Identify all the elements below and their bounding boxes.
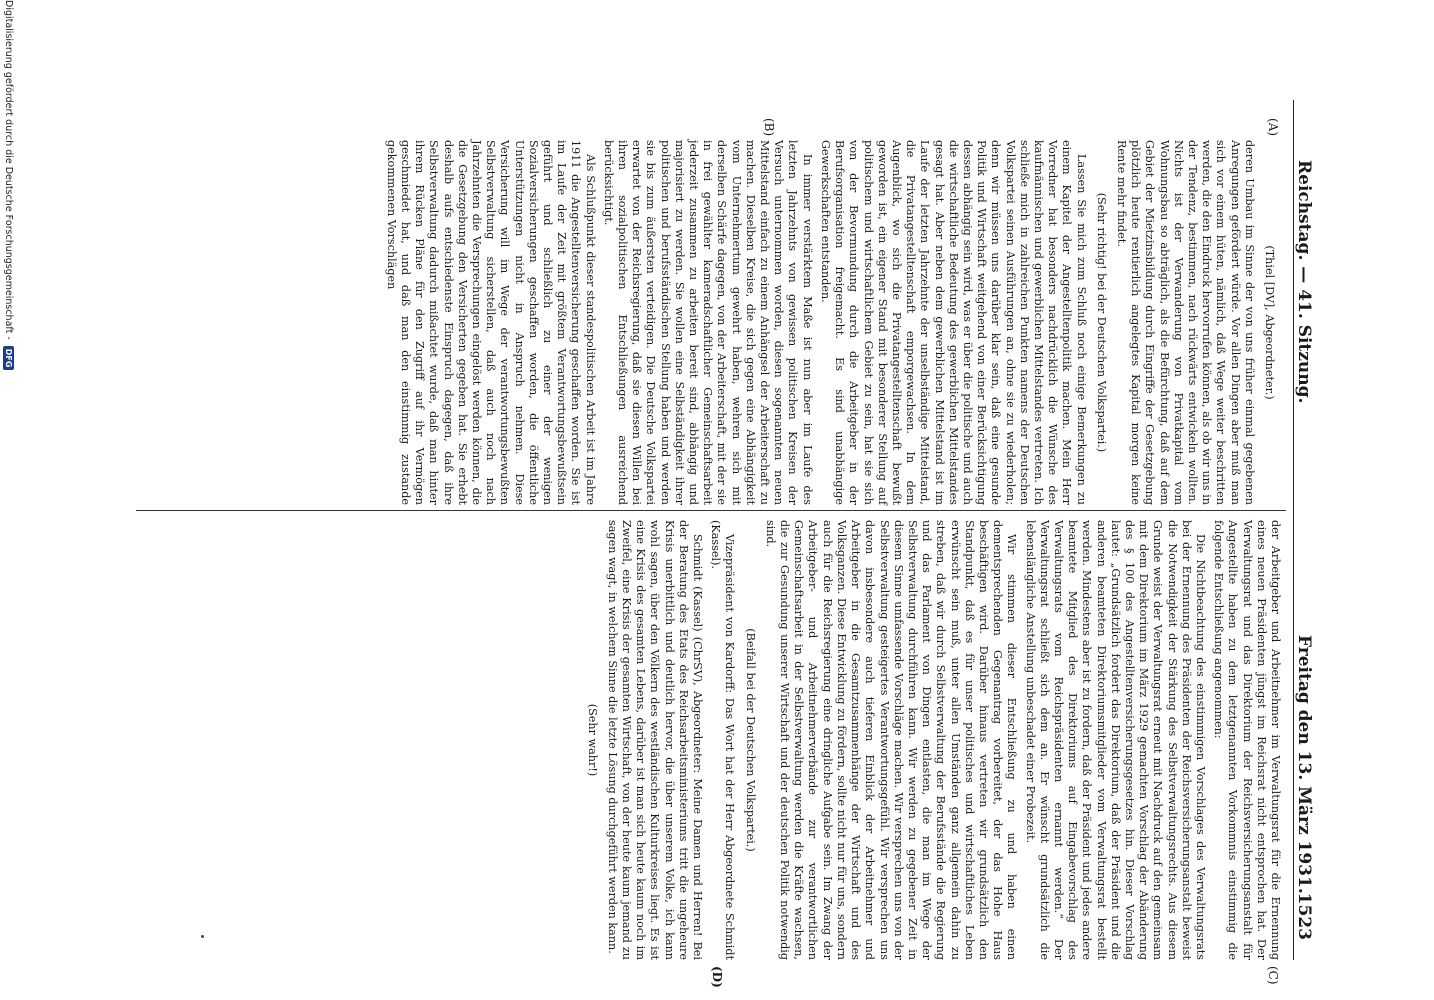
interjection: (Beifall bei der Deutschen Volkspartei.)	[743, 628, 757, 852]
paragraph: In immer verstärktem Maße ist nun aber im Laufe des letzten Jahrzehnts von gewissen politischen Kreisen der Versuch unternommen worden, diesen sogenannten neuen Mittelstand einfach zu einem Anhängsel der Arbeiterschaft zu machen. Dieselben Kreise, die sich gegen eine Abhängigkeit vom Unternehmertum gewehrt haben, wehren sich mit derselben Schärfe dagegen, von der Arbeiterschaft, mit der sie in frei gewählter kameradschaftlicher Gemeinschaftsarbeit jederzeit zusammen zu arbeiten bereit sind, abhängig und majorisiert zu werden. Sie wollen eine Selbständigkeit ihrer politischen und berufsständischen Stellung haben und werden sie bis zum äußersten verteidigen. Die Deutsche Volkspartei erwartet von der Reichsregierung, daß sie diesen Willen bei ihren sozialpolitischen Entschließungen ausreichend berücksichtigt.	[601, 140, 814, 505]
paragraph: deren Umbau im Sinne der von uns früher einmal gegebenen Anregungen gefördert würde. Vor allen Dingen aber muß man sich vor einem hüten, nämlich, daß Wege weiter beschritten werden, die den Eindruck hervorrufen können, als ob wir uns in der Tendenz, bestimmen, nach rückwärts entwickeln wollten. Nichts ist der Verwanderung von Privatkapital vom Wohnungsbau so abträglich, als die Befürchtung, daß auf dem Gebiet der Mietzinsbildung durch Eingriffe der Gesetzgebung plötzlich heute rentierlich angelegtes Kapital morgen keine Rente mehr findet.	[1114, 140, 1256, 505]
paragraph: der Arbeitgeber und Arbeitnehmer im Verwaltungsrat für die Ernennung eines neuen Präsidenten jüngst im Reichsrat nicht entsprochen hat. Der Verwaltungsrat und das Direktorium der Reichsversicherungsanstalt für Angestellte haben zu dem letztgenannten Vorkommnis einstimmig die folgende Entschließung angenommen:	[1212, 520, 1282, 960]
speaker-announcement: Vizepräsident von Kardorff: Das Wort hat der Herr Abgeordnete Schmidt (Kassel).	[709, 520, 737, 960]
header-title: Reichstag. — 41. Sitzung.	[1294, 160, 1314, 404]
margin-marker-d: (D)	[710, 966, 724, 988]
header-date: Freitag den 13. März 1931.	[1294, 635, 1314, 894]
margin-marker-c: (C)	[1266, 966, 1280, 985]
paragraph: Wir stimmen dieser Entschließung zu und haben einen dementsprechenden Gegenantrag vorbereitet, der das Hohe Haus beschäftigen wird. Darüber hinaus vertreten wir grundsätzlich den Standpunkt, daß es für unser politisches und wirtschaftliches Leben erwünscht sein muß, unter allen Umständen ganz allgemein dahin zu streben, daß wir durch Selbstverwaltung der Berufsstände die Regierung und das Parlament von Dingen entlasten, die man im Wege der Selbstverwaltung durchführen kann. Wir werden zu gegebener Zeit in diesem Sinne umfassende Vorschläge machen. Wir versprechen uns von der Selbstverwaltung gesteigertes Verantwortungsgefühl. Wir versprechen uns davon insbesondere auch tieferen Einblick der Arbeitnehmer und Arbeitgeber in die Gesamtzusammenhänge der Wirtschaft und des Volksganzen. Diese Entwicklung zu fördern, sollte nicht nur für uns, sondern auch für die Reichsregierung eine dringliche Aufgabe sein. Im Zwang der Arbeitgeber- und Arbeitnehmerverbände zur verantwortlichen Gemeinschaftsarbeit in der Selbstverwaltung werden die Kräfte wachsen, die zur Gesundung unserer Wirtschaft und der deutschen Politik notwendig sind.	[763, 520, 1019, 960]
paragraph: Als Schlußpunkt dieser standespolitischen Arbeit ist im Jahre 1911 die Angestelltenversicherung geschaffen worden. Sie ist im Laufe der Zeit mit größtem Verantwortungsbewußtsein geführt und schließlich zu einer der wenigen Sozialversicherungen geschaffen worden, die öffentliche Unterstützungen nicht in Anspruch nehmen. Diese Versicherung will im Wege der verantwortungsbewußten Selbstverwaltung sicherstellen, daß auch noch nach Jahrzehnten die Versprechungen eingelöst werden können, die die Gesetzgebung den Versicherten gegeben hat. Sie erhebt deshalb aufs entschiedenste Einspruch dagegen, daß ihre Selbstverwaltung dadurch mißachtet wurde, daß man hinter ihrem Rücken Pläne für den Zugriff auf ihr Vermögen geschmiedet hat, und daß man den einstimmig zustande gekommenen Vorschlägen	[384, 140, 597, 505]
left-column	[380, 140, 1282, 505]
paragraph: Schmidt (Kassel) (ChrSV), Abgeordneter: Meine Damen und Herren! Bei der Beratung des Etats des Reichsarbeitsministeriums tritt die ungeheure Krisis unerbittlich und deutlich hervor, die über unserem Volke, ich kann wohl sagen, über den Völkern des westländischen Kulturkreises liegt. Es ist eine Krisis des gesamten Lebens, darüber ist man sich heute kaum noch im Zweifel, eine Krisis der gesamten Wirtschaft, von der heute kaum jemand zu sagen wagt, in welchem Sinne die letzte Lösung durchgeführt werden kann.	[605, 520, 705, 960]
quoted-resolution: Die Nichtbeachtung des einstimmigen Vorschlages des Verwaltungsrats bei der Ernennung des Präsidenten der Reichsversicherungsanstalt beweist die Notwendigkeit der Stärkung des Selbstverwaltungsrechts. Aus diesem Grunde weist der Verwaltungsrat erneut mit Nachdruck auf den gemeinsam mit dem Direktorium im März 1929 gemachten Vorschlag der Abänderung des § 100 des Angestelltenversicherungsgesetzes hin. Dieser Vorschlag lautet: „Grundsätzlich fordert das Direktorium, daß der Präsident und die anderen beamteten Direktoriumsmitglieder vom Verwaltungsrat bestellt werden. Mindestens aber ist zu fordern, daß der Präsident und jedes andere beamtete Mitglied des Direktoriums auf Eingabevorschlag des Verwaltungsrats vom Reichspräsidenten ernannt werden.“ Der Verwaltungsrat schließt sich dem an. Er wünscht grundsätzlich die lebenslängliche Anstellung unbeschadet einer Probezeit.	[1023, 520, 1207, 960]
margin-marker-b: (B)	[762, 118, 776, 137]
interjection: (Sehr wahr!)	[585, 703, 599, 777]
header-rule	[1293, 100, 1294, 960]
interjection: (Sehr richtig! bei der Deutschen Volkspartei.)	[1094, 192, 1108, 453]
dfg-logo: DFG	[3, 346, 14, 371]
digitization-note: Digitalisierung gefördert durch die Deutsche Forschungsgemeinschaft -	[3, 0, 14, 340]
digitization-footer	[3, 0, 14, 370]
speck	[201, 935, 204, 938]
speaker-line: (Thiel [DV], Abgeordneter.)	[1263, 245, 1276, 400]
page-header	[1284, 90, 1314, 980]
right-column	[578, 520, 1282, 960]
paragraph: Lassen Sie mich zum Schluß noch einige Bemerkungen zu einem Kapitel der Angestelltenpolitik machen. Mein Herr Vorredner hat besonders nachdrücklich die Wünsche des kaufmännischen und gewerblichen Mittelstandes vertreten. Ich schließe mich in zahlreichen Punkten namens der Deutschen Volkspartei seinen Ausführungen an, ohne sie zu wiederholen; denn wir müssen uns darüber klar sein, daß eine gesunde Politik und Wirtschaft weitgehend von einer Berücksichtigung dessen abhängig sein wird, was er über die politische und auch die wirtschaftliche Bedeutung des gewerblichen Mittelstandes gesagt hat. Aber neben dem gewerblichen Mittelstand ist im Laufe der letzten Jahrzehnte der unselbständige Mittelstand, die Privatangestelltenschaft emporgewachsen. In dem Augenblick, wo sich die Privatangestelltenschaft bewußt geworden ist, ein eigener Stand mit besonderer Stellung auf politischem und wirtschaftlichem Gebiet zu sein, hat sie sich von der Bevormundung durch die Arbeitgeber in der Berufsorganisation freigemacht. Es sind unabhängige Gewerkschaften entstanden.	[818, 140, 1088, 505]
margin-marker-a: (A)	[1266, 118, 1280, 137]
column-divider	[136, 510, 1286, 511]
page-number: 1523	[1294, 892, 1314, 940]
